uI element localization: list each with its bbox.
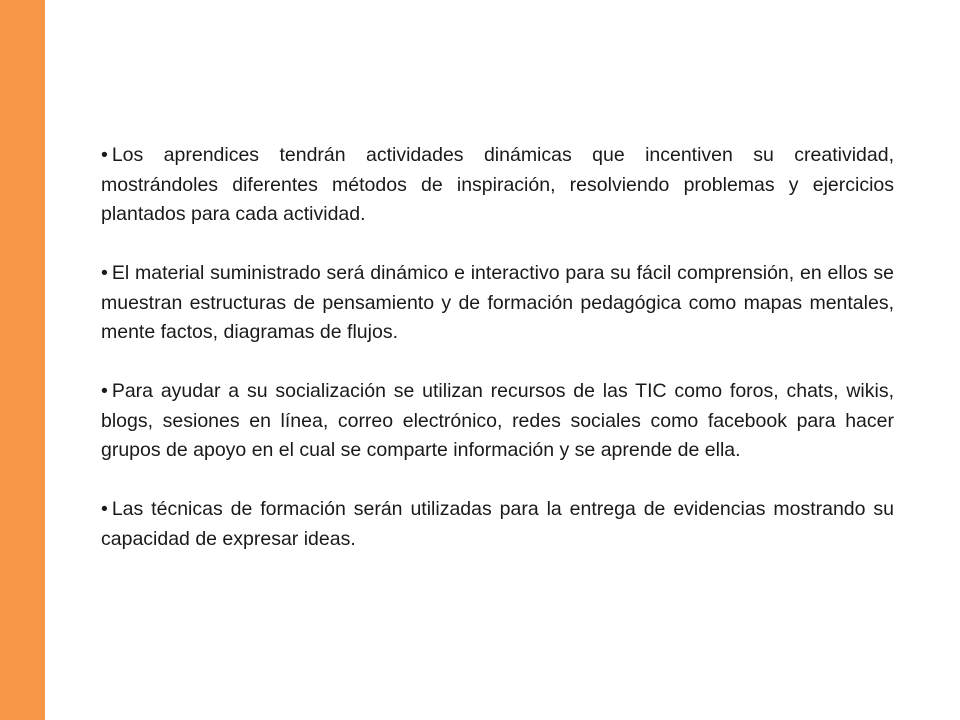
bullet-list [101, 141, 894, 554]
bullet-icon: • [101, 380, 108, 402]
bullet-text: Para ayudar a su socialización se utilizan recursos de las TIC como foros, chats, wikis, blogs, sesiones en línea, correo electrónico, redes sociales como facebook para hacer grupos de apoyo en el cual se comparte información y se aprende de ella. [101, 380, 894, 461]
bullet-item-2 [101, 259, 894, 348]
bullet-icon: • [101, 144, 108, 166]
bullet-icon: • [101, 262, 108, 284]
orange-side-bar [0, 0, 45, 720]
bullet-icon: • [101, 498, 108, 520]
bullet-text: Los aprendices tendrán actividades dinámicas que incentiven su creatividad, mostrándoles diferentes métodos de inspiración, resolviendo problemas y ejercicios plantados para cada actividad. [101, 144, 894, 225]
bullet-item-1 [101, 141, 894, 230]
bullet-item-3 [101, 377, 894, 466]
bullet-text: El material suministrado será dinámico e interactivo para su fácil comprensión, en ellos se muestran estructuras de pensamiento y de formación pedagógica como mapas mentales, mente factos, diagramas de flujos. [101, 262, 894, 343]
bullet-text: Las técnicas de formación serán utilizadas para la entrega de evidencias mostrando su capacidad de expresar ideas. [101, 498, 894, 550]
bullet-item-4 [101, 495, 894, 554]
